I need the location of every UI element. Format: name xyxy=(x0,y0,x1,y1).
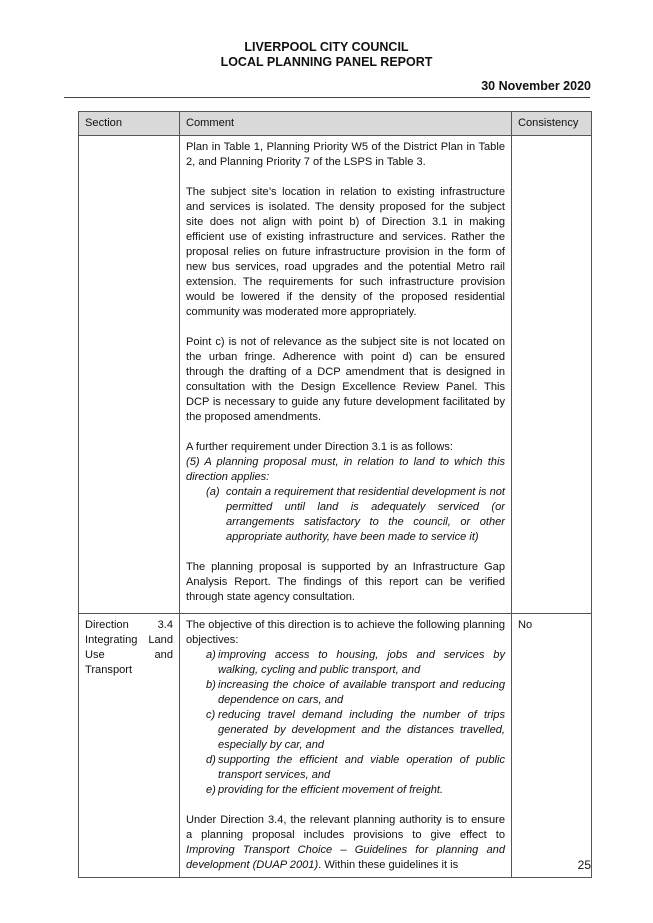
page-number: 25 xyxy=(577,858,591,872)
subclause-label: (a) xyxy=(206,486,220,498)
objective-label: b) xyxy=(206,679,216,691)
subclause-text: contain a requirement that residential development is not permitted until land is adequately serviced (or arrangements satisfactory to the council, or other appropriate authority, have been made to service it) xyxy=(226,486,505,543)
objective-item xyxy=(186,708,505,753)
table-row xyxy=(79,614,592,878)
header-consistency: Consistency xyxy=(512,112,592,136)
comment-cell xyxy=(180,614,512,878)
header-comment: Comment xyxy=(180,112,512,136)
report-date: 30 November 2020 xyxy=(481,79,591,93)
objective-text: reducing travel demand including the number of trips generated by development and the distances travelled, especially by car, and xyxy=(218,709,505,751)
objective-text: improving access to housing, jobs and services by walking, cycling and public transport, and xyxy=(218,649,505,676)
guideline-title: Improving Transport Choice – Guidelines for planning and development (DUAP 2001) xyxy=(186,844,505,871)
header-section: Section xyxy=(79,112,180,136)
section-cell: Direction 3.4 Integrating Land Use and Transport xyxy=(79,614,180,878)
report-title: LOCAL PLANNING PANEL REPORT xyxy=(220,55,433,69)
paragraph: A further requirement under Direction 3.1 is as follows: xyxy=(186,441,453,453)
objective-item xyxy=(186,753,505,783)
paragraph-text: Under Direction 3.4, the relevant planning authority is to ensure a planning proposal includes provisions to give effect to xyxy=(186,814,505,841)
consistency-cell: No xyxy=(512,614,592,878)
objective-text: supporting the efficient and viable operation of public transport services, and xyxy=(218,754,505,781)
paragraph-text: . Within these guidelines it is xyxy=(318,859,459,871)
paragraph: The planning proposal is supported by an Infrastructure Gap Analysis Report. The findings of this report can be verified through state agency consultation. xyxy=(186,561,505,603)
quoted-subclause xyxy=(186,485,505,545)
table-header-row xyxy=(79,112,592,136)
objective-label: d) xyxy=(206,754,216,766)
objective-label: e) xyxy=(206,784,216,796)
objective-text: increasing the choice of available transport and reducing dependence on cars, and xyxy=(218,679,505,706)
paragraph xyxy=(186,813,505,873)
objective-item xyxy=(186,678,505,708)
paragraph: Point c) is not of relevance as the subject site is not located on the urban fringe. Adherence with point d) can be ensured through the drafting of a DCP amendment that is designed in consultation with the Design Excellence Review Panel. This DCP is necessary to guide any future development facilitated by the proposed amendments. xyxy=(186,336,505,423)
table-row xyxy=(79,136,592,614)
paragraph: The objective of this direction is to achieve the following planning objectives: xyxy=(186,619,505,646)
objective-text: providing for the efficient movement of freight. xyxy=(218,784,444,796)
council-name: LIVERPOOL CITY COUNCIL xyxy=(244,40,409,54)
comment-cell xyxy=(180,136,512,614)
objective-label: a) xyxy=(206,649,216,661)
assessment-table xyxy=(78,111,592,878)
paragraph: The subject site’s location in relation to existing infrastructure and services is isolated. The density proposed for the subject site does not align with point b) of Direction 3.1 in making efficient use of existing infrastructure and services. Rather the proposal relies on future infrastructure provision in the form of new bus services, road upgrades and the potential Metro rail extension. The requirements for such infrastructure provision would be lowered if the density of the proposed residential community was moderated more appropriately. xyxy=(186,186,505,318)
objective-label: c) xyxy=(206,709,216,721)
header-rule xyxy=(64,97,590,98)
consistency-cell xyxy=(512,136,592,614)
objective-item xyxy=(186,783,505,798)
section-cell xyxy=(79,136,180,614)
objective-item xyxy=(186,648,505,678)
paragraph: Plan in Table 1, Planning Priority W5 of the District Plan in Table 2, and Planning Priority 7 of the LSPS in Table 3. xyxy=(186,141,505,168)
quoted-clause: (5) A planning proposal must, in relation to land to which this direction applies: xyxy=(186,456,505,483)
